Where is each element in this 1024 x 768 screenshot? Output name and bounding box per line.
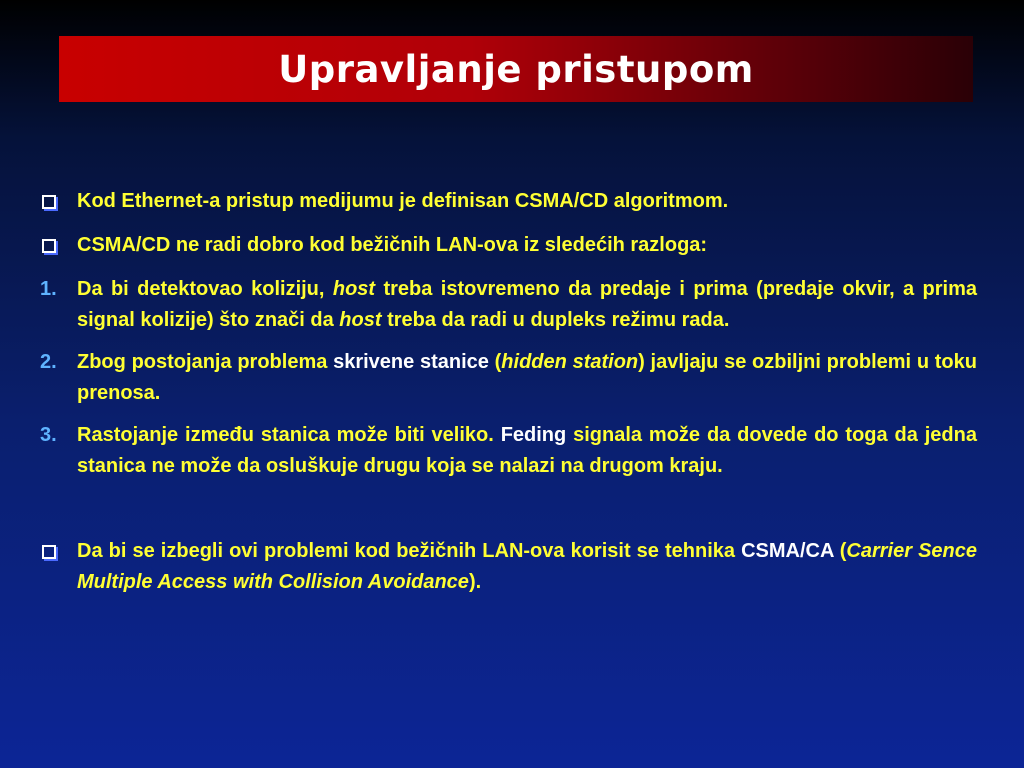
number-marker [40,347,77,378]
numbered-text [77,347,977,409]
text-part: Rastojanje između stanica može biti veliko. [77,424,501,446]
bullet-text: Kod Ethernet-a pristup medijumu je definisan CSMA/CD algoritmom. [77,190,729,212]
numbered-item-1 [40,274,977,336]
bullet-marker [40,186,77,219]
numbered-item-3 [40,420,977,482]
emphasis-host: host [339,309,382,331]
bullet-item-csma-cd [40,230,977,263]
emphasis-csma-ca: CSMA/CA [741,540,834,562]
emphasis-csma-ca-expansion: Carrier Sence Multiple Access with Collision Avoidance [77,540,978,593]
emphasis-hidden-station: hidden station [501,351,639,373]
numbered-text [77,420,977,482]
numbered-text [77,274,977,336]
text-part: Zbog postojanja problema [77,351,334,373]
text-part: ( [833,540,847,562]
square-bullet-icon [42,239,56,253]
number-marker [40,274,77,305]
text-part: treba istovremeno da predaje i prima (predaje okvir, a prima signal kolizije) što znači da [77,278,978,331]
numbered-item-2 [40,347,977,409]
number-label: 2. [40,351,57,373]
number-label: 3. [40,424,57,446]
text-part: ). [468,571,482,593]
title-bar [59,36,973,102]
bullet-text [77,536,977,598]
bullet-item-ethernet [40,186,977,219]
text-part: signala može da dovede do toga da jedna stanica ne može da osluškuje drugu koja se nalazi na drugom kraju. [77,424,977,477]
text-part: ) javljaju se ozbiljni problemi u toku prenosa. [77,351,977,404]
square-bullet-icon [42,195,56,209]
number-label: 1. [40,278,57,300]
bullet-marker [40,230,77,263]
square-bullet-icon [42,545,56,559]
bullet-marker [40,536,77,569]
slide-title: Upravljanje pristupom [278,47,754,91]
text-part: treba da radi u dupleks režimu rada. [381,309,730,331]
text-part: Da bi se izbegli ovi problemi kod bežičnih LAN-ova korisit se tehnika [77,540,742,562]
emphasis-skrivene-stanice: skrivene stanice [333,351,489,373]
emphasis-feding: Feding [500,424,567,446]
slide-content [40,186,977,609]
bullet-text: CSMA/CD ne radi dobro kod bežičnih LAN-ova iz sledećih razloga: [77,234,708,256]
number-marker [40,420,77,451]
spacer [40,493,977,536]
text-part: Da bi detektovao koliziju, [77,278,333,300]
bullet-item-csma-ca [40,536,977,598]
text-part: ( [488,351,502,373]
emphasis-host: host [332,278,376,300]
